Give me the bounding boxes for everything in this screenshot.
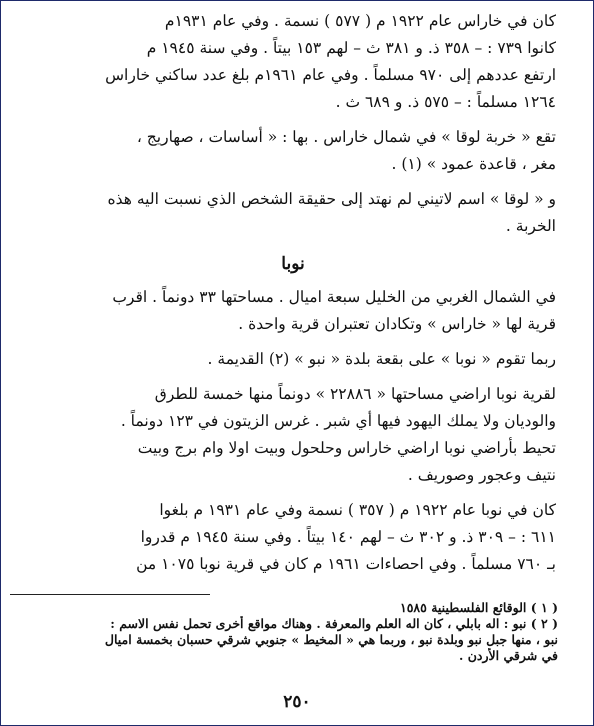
text-line: ارتفع عددهم إلى ٩٧٠ مسلماً . وفي عام ١٩٦١م بلغ عدد ساكني خاراس [105, 66, 556, 84]
paragraph-nuba-location [28, 284, 558, 338]
text-line: بـ ٧٦٠ مسلماً . وفي احصاءات ١٩٦١ م كان في قرية نوبا ١٠٧٥ من [136, 555, 556, 573]
text-line: الخربة . [505, 217, 556, 235]
paragraph-khirbet-luqa [28, 124, 558, 178]
paragraph-nuba-lands [28, 381, 558, 489]
text-line: قرية لها « خاراس » وتكادان تعتبران قرية واحدة . [238, 315, 556, 333]
paragraph-kharas-population [28, 8, 558, 116]
text-line: ١٢٦٤ مسلماً : – ٥٧٥ ذ. و ٦٨٩ ث . [335, 93, 556, 111]
footnote-line: نبو ، منها جبل نبو وبلدة نبو ، وربما هي « المخيط » جنوبي شرقي حسبان بخمسة اميال [104, 632, 558, 647]
footnote-line: في شرقي الأردن . [459, 648, 558, 663]
text-line: ٦١١ : – ٣٠٩ ذ. و ٣٠٢ ث – لهم ١٤٠ بيتاً . وفي سنة ١٩٤٥ م قدروا [140, 528, 556, 546]
text-line: و « لوقا » اسم لاتيني لم نهتد إلى حقيقة الشخص الذي نسبت اليه هذه [107, 190, 556, 208]
text-line: في الشمال الغربي من الخليل سبعة اميال . مساحتها ٣٣ دونماً . اقرب [112, 288, 556, 306]
footnote-line: ( ١ ) الوقائع الفلسطينية ١٥٨٥ [399, 600, 558, 615]
text-line: كان في خاراس عام ١٩٢٢ م ( ٥٧٧ ) نسمة . وفي عام ١٩٣١م [164, 12, 556, 30]
footnotes [28, 600, 558, 664]
paragraph-nuba-population [28, 497, 558, 578]
page-number: ٢٥٠ [283, 692, 311, 712]
paragraph-luqa-name [28, 186, 558, 240]
section-heading: نوبا [281, 254, 305, 274]
footnote-line: ( ٢ ) نبو : اله بابلي ، كان اله العلم والمعرفة . وهناك مواقع أخرى تحمل نفس الاسم : [110, 616, 558, 631]
text-line: والوديان ولا يملك اليهود فيها أي شبر . غرس الزيتون في ١٢٣ دونماً . [120, 412, 556, 430]
footnote-divider [10, 594, 210, 595]
text-line: كان في نوبا عام ١٩٢٢ م ( ٣٥٧ ) نسمة وفي عام ١٩٣١ م بلغوا [159, 501, 556, 519]
paragraph-nuba-origin [28, 346, 558, 373]
text-line: نتيف وعجور وصوريف . [407, 466, 556, 484]
text-line: مغر ، قاعدة عمود » (١) . [391, 155, 556, 173]
text-line: ربما تقوم « نوبا » على بقعة بلدة « نبو » (٢) القديمة . [207, 350, 556, 368]
text-line: لقرية نوبا اراضي مساحتها « ٢٢٨٨٦ » دونماً منها خمسة للطرق [154, 385, 556, 403]
text-line: كانوا ٧٣٩ : – ٣٥٨ ذ. و ٣٨١ ث – لهم ١٥٣ بيتاً . وفي سنة ١٩٤٥ م [146, 39, 556, 57]
text-line: تحيط بأراضي نوبا اراضي خاراس وحلحول وبيت اولا وام برج وبيت [137, 439, 556, 457]
text-line: تقع « خربة لوقا » في شمال خاراس . بها : « أساسات ، صهاريج ، [136, 128, 556, 146]
